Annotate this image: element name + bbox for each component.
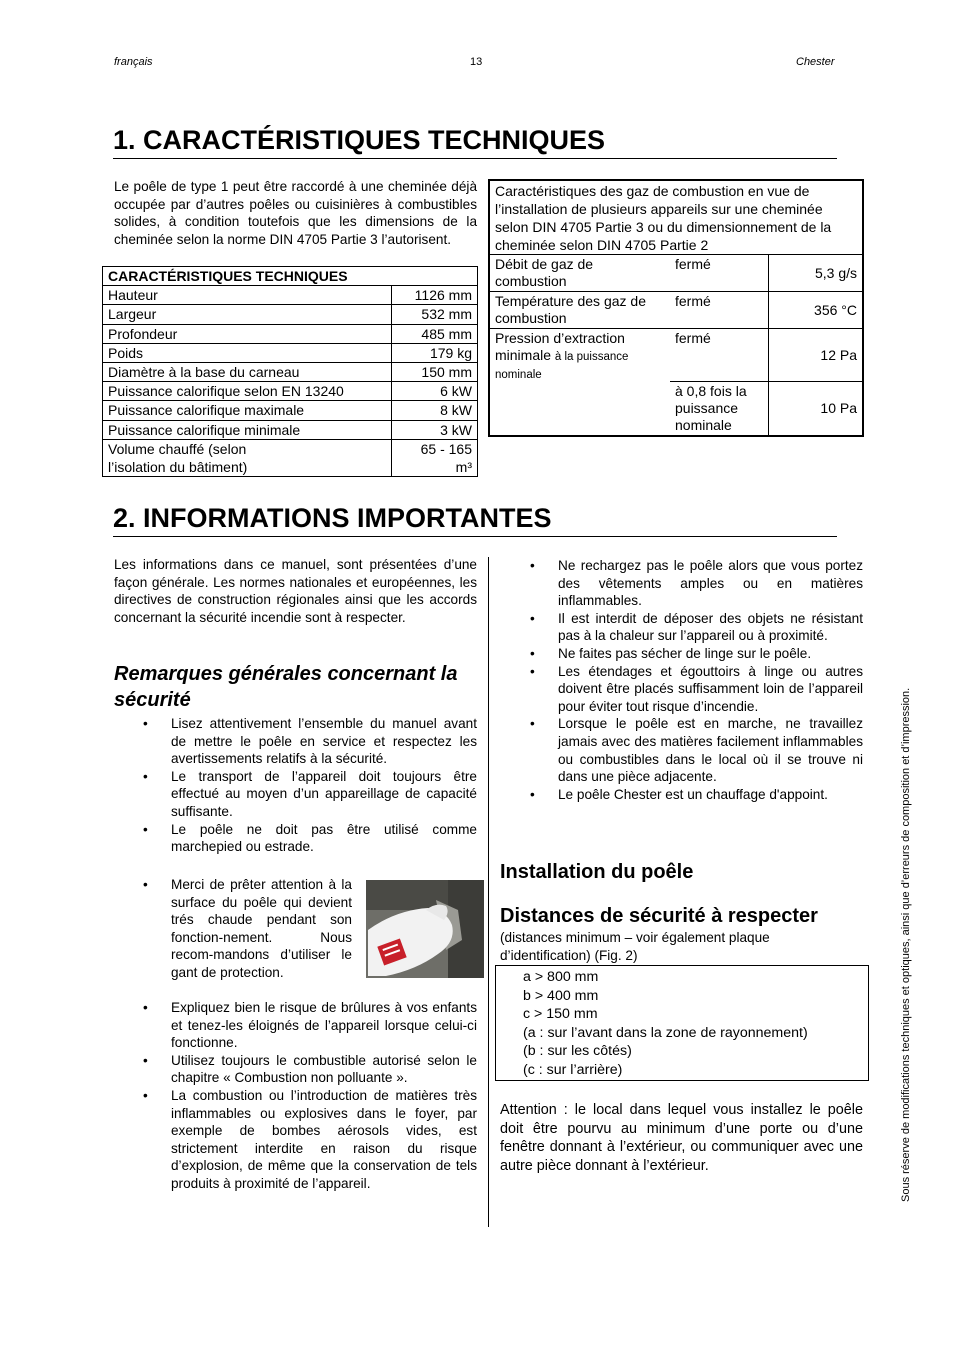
gas-value: 356 °C — [769, 292, 864, 329]
gas-value: 12 Pa — [769, 329, 864, 382]
spec-value: 179 kg — [392, 343, 478, 362]
page-number: 13 — [470, 56, 483, 68]
list-item: • Utilisez toujours le combustible autorisé selon le chapitre « Combustion non polluante ». — [171, 1052, 477, 1087]
gas-state: à 0,8 fois la puissance nominale — [670, 382, 769, 437]
gas-state: fermé — [670, 292, 769, 329]
list-item: • Le transport de l’appareil doit toujours être effectué au moyen d’un appareillage de capacité suffisante. — [171, 768, 477, 821]
distance-c-note: (c : sur l’arrière) — [523, 1061, 623, 1078]
attention-note: Attention : le local dans lequel vous installez le poêle doit être pourvu au minimum d’une porte ou d’une fenêtre donnant à l’extérieur, ou communiquer avec une autre pièce donnant à l’extérieur. — [500, 1102, 863, 1174]
spec-label: Hauteur — [103, 286, 392, 305]
gas-value: 10 Pa — [769, 382, 864, 437]
gas-label: Température des gaz de combustion — [489, 292, 670, 329]
gas-label — [489, 329, 670, 437]
table-row — [489, 329, 863, 382]
distance-c: c > 150 mm — [523, 1006, 598, 1023]
list-item: • Lisez attentivement l’ensemble du manuel avant de mettre le poêle en service et respectez les avertissements relatifs à la sécurité. — [171, 715, 477, 768]
safety-list-left-2 — [171, 999, 477, 1193]
table-row — [103, 324, 478, 343]
list-item: • Il est interdit de déposer des objets ne résistant pas à la chaleur sur l’appareil ou à proximité. — [558, 610, 863, 645]
gas-value: 5,3 g/s — [769, 255, 864, 292]
section-2-title: INFORMATIONS IMPORTANTES — [143, 503, 552, 533]
distance-a-note: (a : sur l’avant dans la zone de rayonnement) — [523, 1024, 808, 1041]
distance-b: b > 400 mm — [523, 987, 599, 1004]
spec-value: 1126 mm — [392, 286, 478, 305]
glove-icon — [366, 880, 484, 978]
section-1-number: 1. — [113, 125, 136, 155]
intro-general: Les informations dans ce manuel, sont présentées d’une façon générale. Les normes nationales et européennes, les directives de construction régionales ainsi que les accords concernant la sécurité incendie sont à respecter. — [114, 557, 477, 625]
gas-table-caption: Caractéristiques des gaz de combustion en vue de l’installation de plusieurs appareils sur une cheminée selon DIN 4705 Partie 3 ou du dimensionnement de la cheminée selon DIN 4705 Partie 2 — [489, 180, 863, 255]
table-row — [103, 401, 478, 420]
table-row — [103, 286, 478, 305]
distances-title: Distances de sécurité à respecter — [500, 905, 818, 927]
spec-value: 6 kW — [392, 382, 478, 401]
spec-value: 3 kW — [392, 420, 478, 439]
gas-table — [488, 179, 864, 437]
spec-value: 8 kW — [392, 401, 478, 420]
spec-label: Diamètre à la base du carneau — [103, 362, 392, 381]
spec-label: Poids — [103, 343, 392, 362]
safety-list-glove — [171, 876, 352, 982]
remarques-title: Remarques générales concernant la sécurité — [114, 663, 458, 711]
section-1-title: CARACTÉRISTIQUES TECHNIQUES — [143, 125, 606, 155]
spec-value-line-2: m³ — [455, 458, 472, 475]
spec-label: Puissance calorifique minimale — [103, 420, 392, 439]
section-2-heading — [113, 502, 837, 537]
spec-label: Largeur — [103, 305, 392, 324]
header-model: Chester — [796, 56, 835, 68]
table-row — [103, 439, 478, 476]
spec-label: Profondeur — [103, 324, 392, 343]
table-row — [103, 362, 478, 381]
column-divider — [488, 557, 489, 1227]
spec-value: 150 mm — [392, 362, 478, 381]
side-disclaimer: Sous réserve de modifications techniques et optiques, ainsi que d’erreurs de composition et d’impression. — [900, 687, 912, 1202]
spec-table — [102, 266, 478, 477]
safety-list-right — [558, 557, 863, 803]
list-item: • Ne rechargez pas le poêle alors que vous portez des vêtements amples ou en matières inflammables. — [558, 557, 863, 610]
list-item: • Le poêle Chester est un chauffage d'appoint. — [558, 786, 863, 804]
list-item: • Merci de prêter attention à la surface du poêle qui devient trés chaude pendant son fonction-nement. Nous recom-mandons d’utiliser le gant de protection. — [171, 876, 352, 982]
gas-state: fermé — [670, 255, 769, 292]
list-item: • Expliquez bien le risque de brûlures à vos enfants et tenez-les éloignés de l’appareil lorsque celui-ci fonctionne. — [171, 999, 477, 1052]
distances-note: (distances minimum – voir également plaque d’identification) (Fig. 2) — [500, 930, 770, 963]
table-row — [489, 255, 863, 292]
table-row — [489, 292, 863, 329]
spec-value — [392, 439, 478, 476]
spec-value-line-1: 65 - 165 — [420, 440, 472, 457]
table-row — [103, 382, 478, 401]
install-title: Installation du poêle — [500, 861, 694, 883]
spec-label: Volume chauffé (selon l’isolation du bâtiment) — [103, 439, 392, 476]
gas-label-text: Pression d’extraction minimale — [495, 330, 625, 363]
gas-label: Débit de gaz de combustion — [489, 255, 670, 292]
intro-type1: Le poêle de type 1 peut être raccordé à une cheminée déjà occupée par d’autres poêles ou cuisinières à combustibles solides, à condition toutefois que les dimensions de la cheminée selon la norme DIN 4705 Partie 3 l’autorisent. — [114, 179, 477, 247]
glove-photo — [366, 880, 484, 978]
spec-value: 532 mm — [392, 305, 478, 324]
distances-box — [495, 965, 869, 1081]
gas-label-small: à la puissance nominale — [495, 351, 629, 381]
list-item: • Le poêle ne doit pas être utilisé comme marchepied ou estrade. — [171, 821, 477, 856]
list-item: • Ne faites pas sécher de linge sur le poêle. — [558, 645, 863, 663]
distance-b-note: (b : sur les côtés) — [523, 1043, 632, 1060]
gas-state: fermé — [670, 329, 769, 382]
distance-a: a > 800 mm — [523, 969, 599, 985]
section-1-heading — [113, 124, 837, 159]
table-row — [103, 305, 478, 324]
safety-list-left — [171, 715, 477, 856]
list-item: • Lorsque le poêle est en marche, ne travaillez jamais avec des matières facilement inflammables ou combustibles dans le local où il se trouve ni dans une pièce adjacente. — [558, 715, 863, 785]
distances-list — [523, 968, 808, 1080]
list-item: • La combustion ou l’introduction de matières très inflammables ou explosives dans le foyer, par exemple de bombes aérosols vides, est strictement interdite en raison du risque d’explosion, de même que la conservation de tels produits à proximité de l’appareil. — [171, 1087, 477, 1193]
table-row — [103, 420, 478, 439]
spec-label: Puissance calorifique maximale — [103, 401, 392, 420]
header-language: français — [114, 56, 153, 68]
list-item: • Les étendages et égouttoirs à linge ou autres doivent être placés suffisamment loin de l’appareil pour éviter tout risque d’incendie. — [558, 663, 863, 716]
spec-table-header: CARACTÉRISTIQUES TECHNIQUES — [103, 267, 478, 286]
table-row — [103, 343, 478, 362]
spec-value: 485 mm — [392, 324, 478, 343]
spec-label: Puissance calorifique selon EN 13240 — [103, 382, 392, 401]
section-2-number: 2. — [113, 503, 136, 533]
